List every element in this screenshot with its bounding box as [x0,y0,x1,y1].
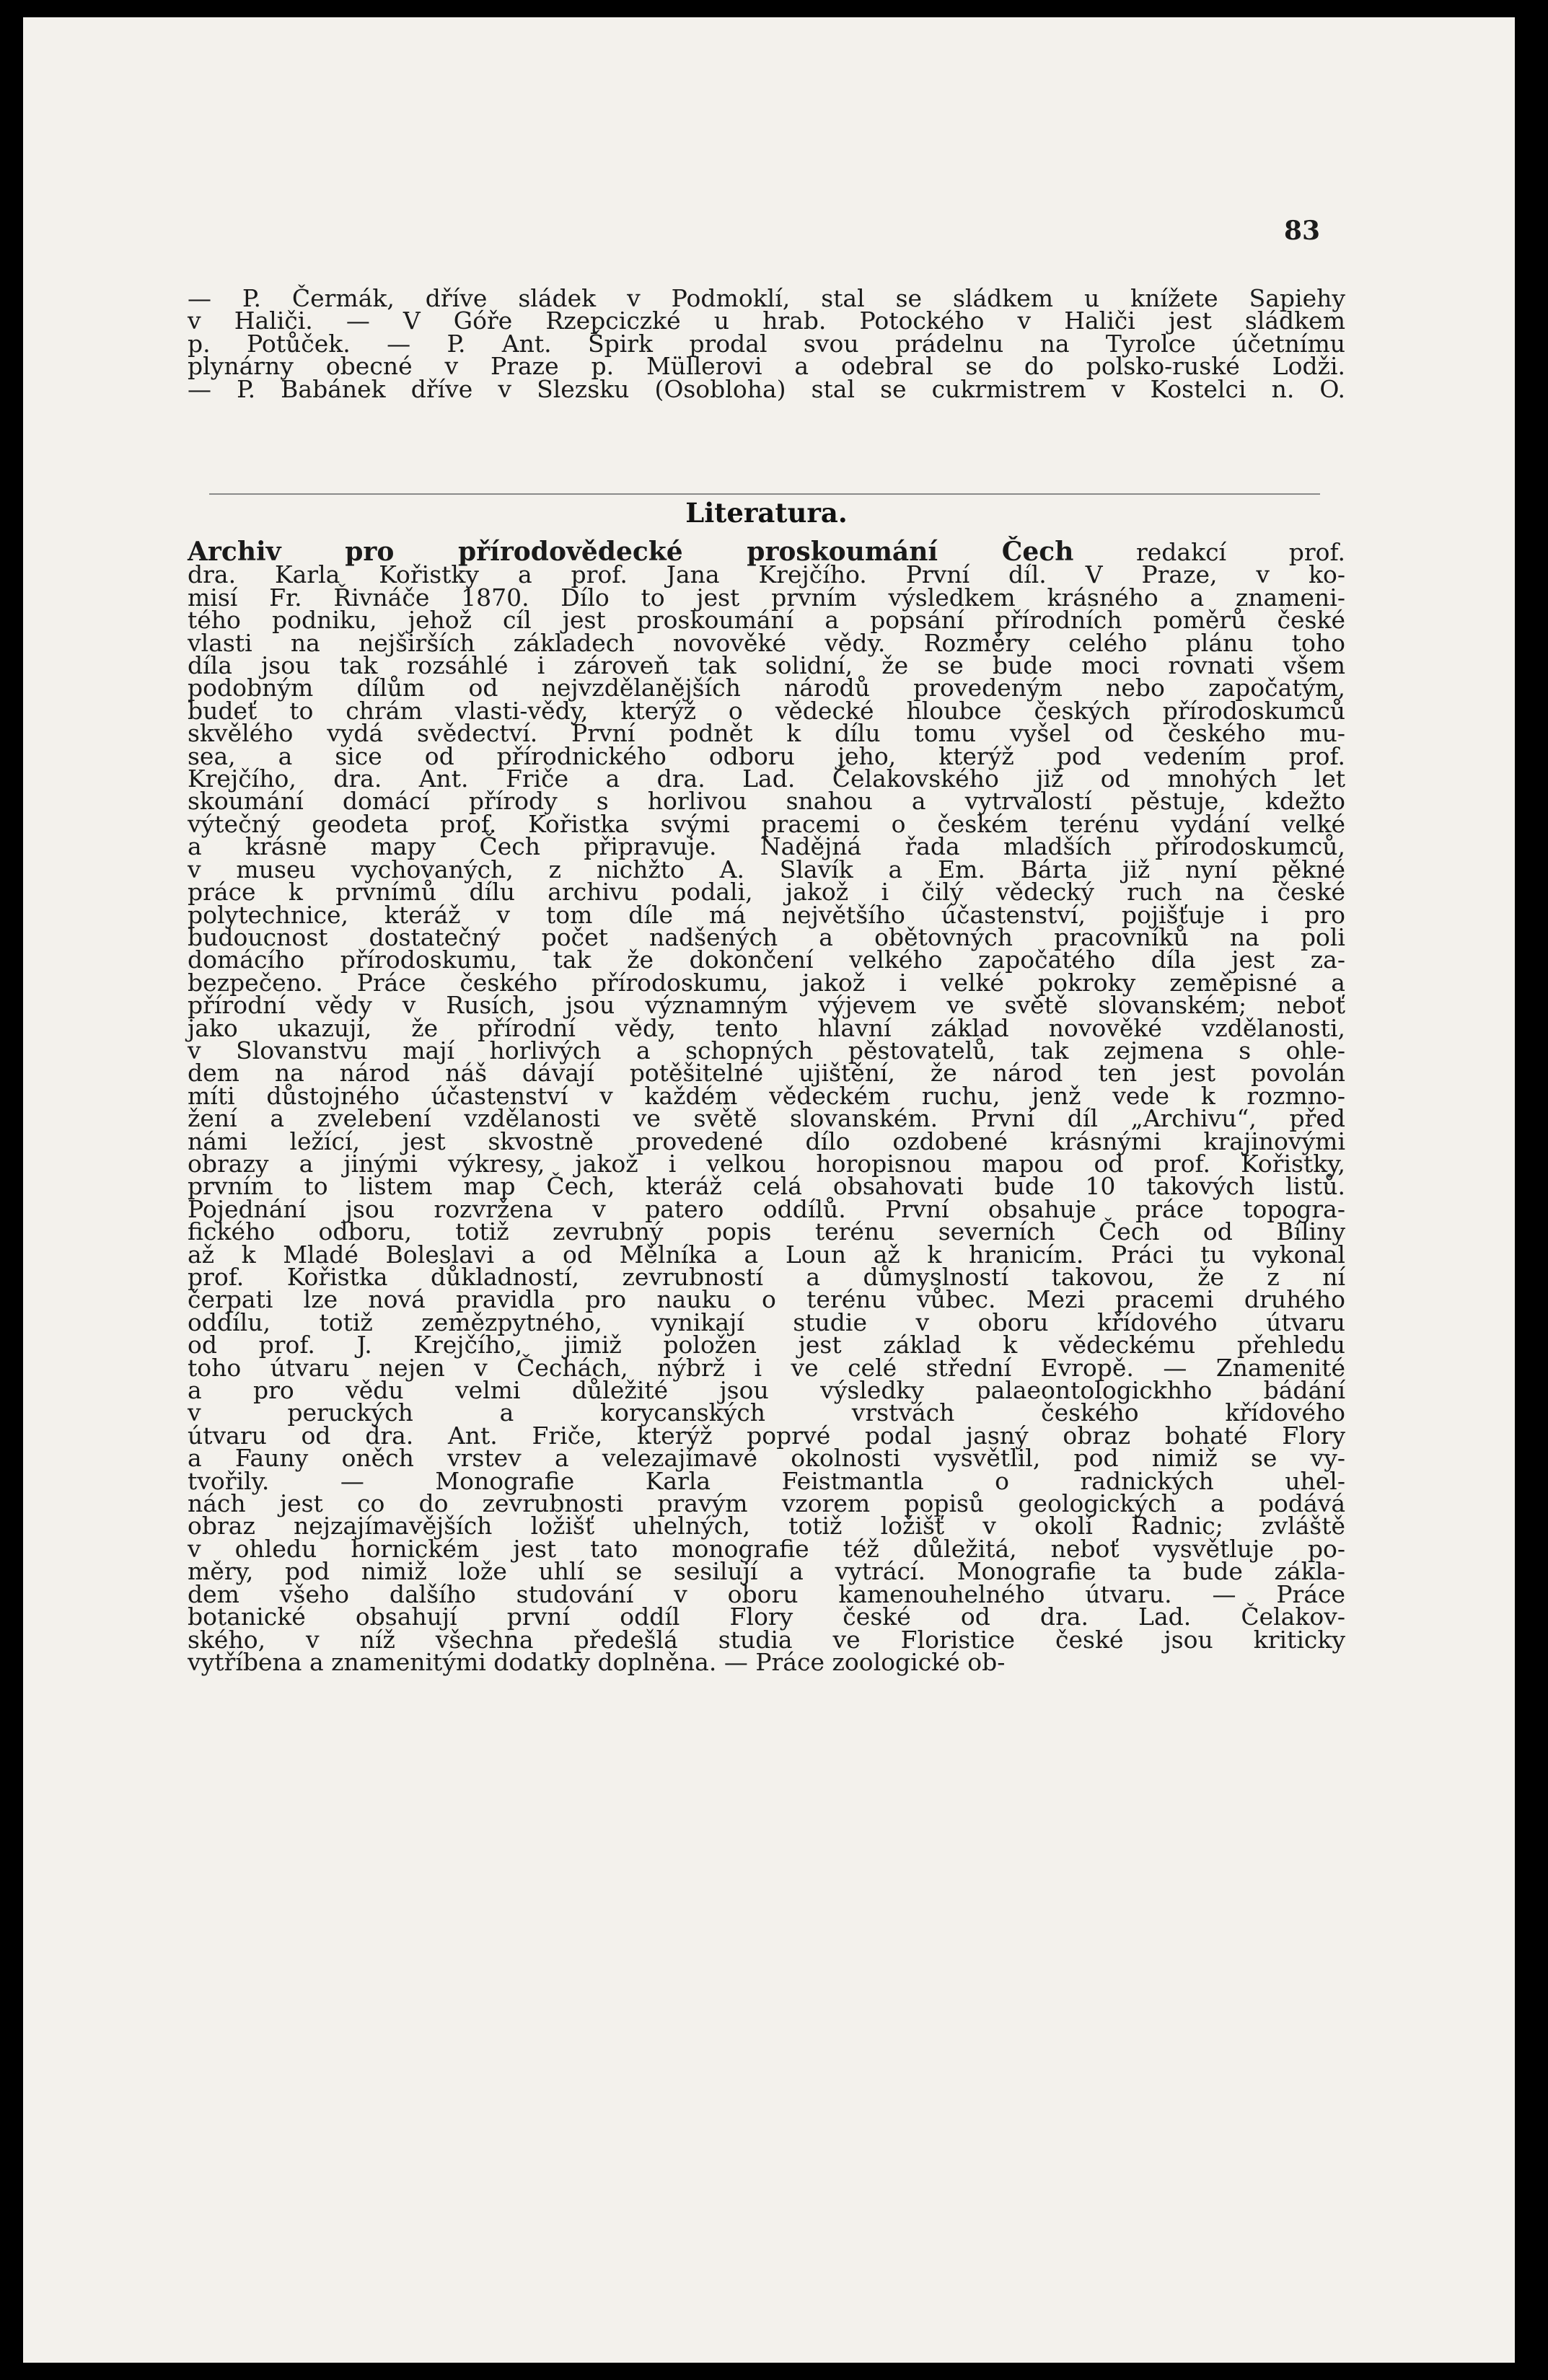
text-line: bezpečeno. Práce českého přírodoskumu, jakož i velké pokroky zeměpisné a [188,968,1345,997]
text-line: tvořily. — Monografie Karla Feistmantla o radnických uhel- [188,1466,1345,1495]
text-line: sea, a sice od přírodnického odboru jeho, kterýž pod vedením prof. [188,741,1345,770]
text-line: ského, v níž všechna předešlá studia ve Floristice české jsou kriticky [188,1625,1345,1654]
text-line: námi ležící, jest skvostně provedené dílo ozdobené krásnými krajinovými [188,1127,1345,1155]
review-paragraph [188,537,1345,1676]
section-divider [209,493,1320,495]
text-line: v peruckých a korycanských vrstvách českého křídového [188,1398,1345,1427]
text-line: útvaru od dra. Ant. Friče, kterýž poprvé podal jasný obraz bohaté Flory [188,1421,1345,1450]
text-line: čerpati lze nová pravidla pro nauku o terénu vůbec. Mezi pracemi druhého [188,1285,1345,1314]
text-line: prof. Kořistka důkladností, zevrubností a důmyslností takovou, že z ní [188,1263,1345,1291]
text-line: — P. Babánek dříve v Slezsku (Osobloha) stal se cukrmistrem v Kostelci n. O. [188,374,1345,403]
text-line: tého podniku, jehož cíl jest proskoumání a popsání přírodních poměrů české [188,606,1345,635]
text-line: míti důstojného účastenství v každém vědeckém ruchu, jenž vede k rozmno- [188,1081,1345,1110]
text-line: polytechnice, kteráž v tom díle má největšího účastenství, pojišťuje i pro [188,900,1345,929]
text-line: díla jsou tak rozsáhlé i zároveň tak solidní, že se bude moci rovnati všem [188,651,1345,680]
text-line: přírodní vědy v Rusích, jsou významným výjevem ve světě slovanském; neboť [188,991,1345,1020]
text-line: nách jest co do zevrubnosti pravým vzorem popisů geologických a podává [188,1489,1345,1518]
document-page [23,17,1515,2363]
text-line: v Slovanstvu mají horlivých a schopných pěstovatelů, tak zejmena s ohle- [188,1036,1345,1065]
text-line: měry, pod nimiž lože uhlí se sesilují a vytrácí. Monografie ta bude zákla- [188,1557,1345,1586]
text-line: v Haliči. — V Góře Rzepciczké u hrab. Potockého v Haliči jest sládkem [188,307,1345,335]
text-line: výtečný geodeta prof. Kořistka svými pracemi o českém terénu vydání velké [188,809,1345,838]
text-line: botanické obsahují první oddíl Flory české od dra. Lad. Čelakov- [188,1603,1345,1631]
text-line: a krásné mapy Čech připravuje. Nadějná řada mladších přírodoskumců, [188,832,1345,861]
text-line: skvělého vydá svědectví. První podnět k dílu tomu vyšel od českého mu- [188,719,1345,748]
text-line: misí Fr. Řivnáče 1870. Dílo to jest prvním výsledkem krásného a znameni- [188,583,1345,612]
text-line: v ohledu hornickém jest tato monografie též důležitá, neboť vysvětluje po- [188,1534,1345,1563]
text-line: dem na národ náš dávají potěšitelné ujištění, že národ ten jest povolán [188,1059,1345,1088]
text-line: vytříbena a znamenitými dodatky doplněna. — Práce zoologické ob- [188,1647,1006,1676]
text-line: plynárny obecné v Praze p. Müllerovi a odebral se do polsko-ruské Lodži. [188,352,1345,381]
text-line: žení a zvelebení vzdělanosti ve světě slovanském. První díl „Archivu“, před [188,1104,1345,1133]
text-line: Pojednání jsou rozvržena v patero oddílů. První obsahuje práce topogra- [188,1194,1345,1223]
text-line: práce k prvnímů dílu archivu podali, jakož i čilý vědecký ruch na české [188,878,1345,907]
section-heading: Literatura. [685,497,848,529]
review-title-rest: redakcí prof. [1073,538,1345,566]
text-line: — P. Čermák, dříve sládek v Podmoklí, stal se sládkem u knížete Sapiehy [188,284,1345,312]
text-line: fického odboru, totiž zevrubný popis terénu severních Čech od Bíliny [188,1217,1345,1246]
text-line: až k Mladé Boleslavi a od Mělníka a Loun až k hranicím. Práci tu vykonal [188,1240,1345,1269]
text-line: a pro vědu velmi důležité jsou výsledky palaeontologickhho bádání [188,1376,1345,1405]
text-line: obraz nejzajímavějších ložišť uhelných, totiž ložišť v okolí Radnic; zvláště [188,1512,1345,1541]
text-line: budeť to chrám vlasti-vědy, kterýž o vědecké hloubce českých přírodoskumců [188,696,1345,725]
review-title: Archiv pro přírodovědecké proskoumání Čech [188,537,1074,567]
text-line: vlasti na nejširších základech novověké vědy. Rozměry celého plánu toho [188,628,1345,657]
text-line: oddílu, totiž zemězpytného, vynikají studie v oboru křídového útvaru [188,1308,1345,1336]
text-line: Krejčího, dra. Ant. Friče a dra. Lad. Čelakovského již od mnohých let [188,764,1345,793]
text-line: domácího přírodoskumu, tak že dokončení velkého započatého díla jest za- [188,946,1345,974]
text-line: p. Potůček. — P. Ant. Špirk prodal svou prádelnu na Tyrolce účetnímu [188,329,1345,358]
text-line: dem všeho dalšího studování v oboru kamenouhelného útvaru. — Práce [188,1579,1345,1608]
text-line: prvním to listem map Čech, kteráž celá obsahovati bude 10 takových listů. [188,1172,1345,1201]
text-line: dra. Karla Kořistky a prof. Jana Krejčího. První díl. V Praze, v ko- [188,560,1345,589]
text-line: toho útvaru nejen v Čechách, nýbrž i ve celé střední Evropě. — Znamenité [188,1353,1345,1382]
text-line: obrazy a jinými výkresy, jakož i velkou horopisnou mapou od prof. Kořistky, [188,1149,1345,1178]
review-lines [188,560,1345,1676]
text-line: a Fauny oněch vrstev a velezajímavé okolnosti vysvětlil, pod nimiž se vy- [188,1444,1345,1473]
text-line: budoucnost dostatečný počet nadšených a obětovných pracovníků na poli [188,922,1345,951]
page-number: 83 [1284,216,1321,246]
text-line: jako ukazují, že přírodní vědy, tento hlavní základ novověké vzdělanosti, [188,1013,1345,1042]
news-paragraph [188,284,1345,403]
text-line: od prof. J. Krejčího, jimiž položen jest základ k vědeckému přehledu [188,1331,1345,1359]
text-line: skoumání domácí přírody s horlivou snahou a vytrvalostí pěstuje, kdežto [188,787,1345,816]
text-line: podobným dílům od nejvzdělanějších národů provedeným nebo započatým, [188,674,1345,702]
text-line: v museu vychovaných, z nichžto A. Slavík a Em. Bárta již nyní pěkné [188,855,1345,883]
